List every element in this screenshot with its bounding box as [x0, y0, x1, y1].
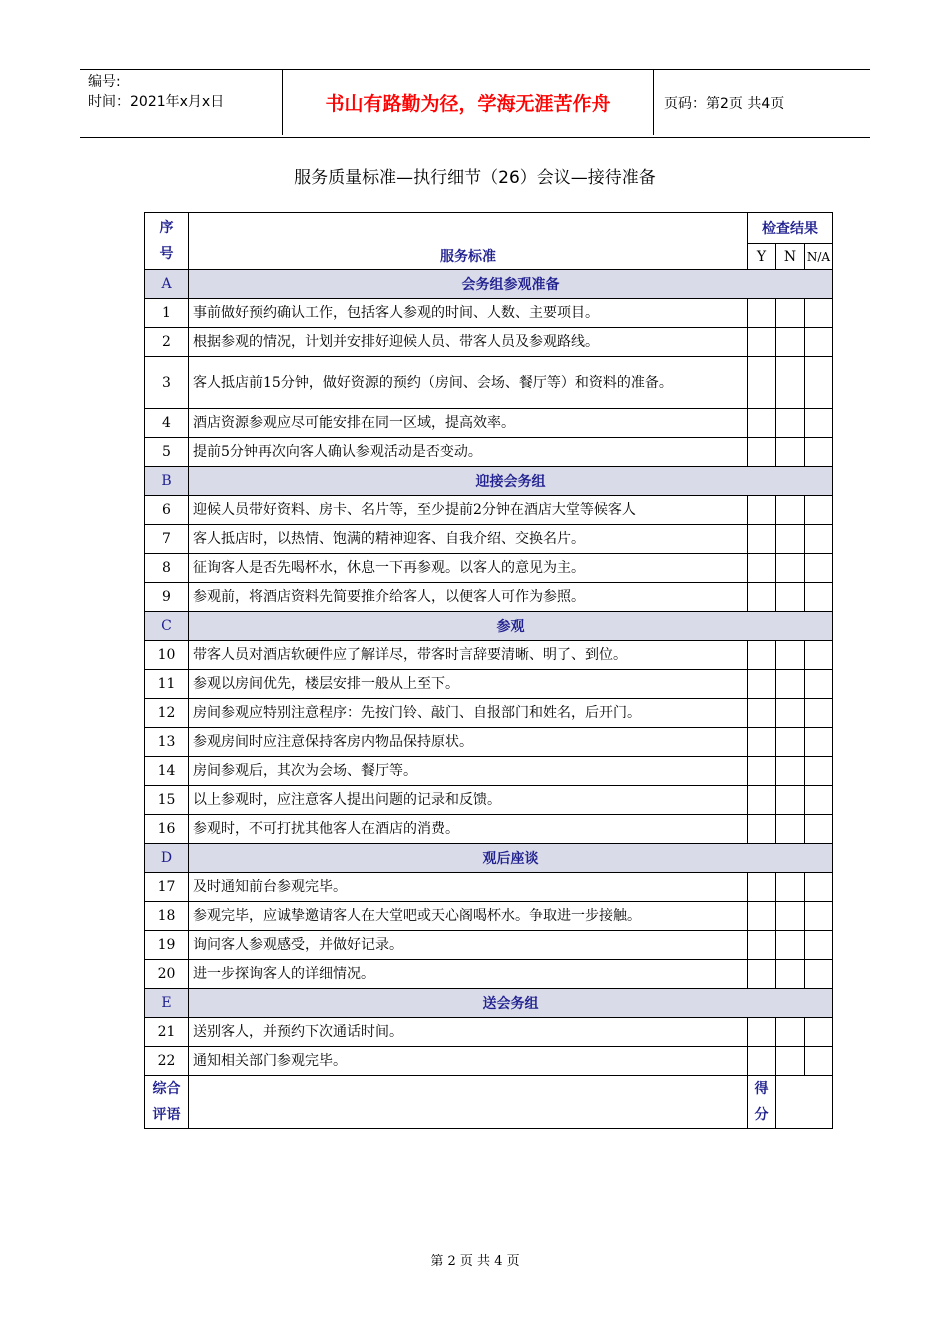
check-cell-y[interactable]	[748, 757, 776, 786]
check-cell-na[interactable]	[805, 960, 833, 989]
row-number: 21	[145, 1018, 189, 1047]
check-cell-na[interactable]	[805, 815, 833, 844]
col-header-no: 序号	[145, 213, 189, 270]
row-number: 9	[145, 583, 189, 612]
table-row	[145, 931, 833, 960]
row-number: 7	[145, 525, 189, 554]
check-cell-n[interactable]	[776, 815, 805, 844]
row-number: 13	[145, 728, 189, 757]
row-number: 15	[145, 786, 189, 815]
table-row	[145, 699, 833, 728]
table-row	[145, 328, 833, 357]
check-cell-na[interactable]	[805, 670, 833, 699]
check-cell-na[interactable]	[805, 728, 833, 757]
row-number: 4	[145, 409, 189, 438]
service-standard-table	[144, 212, 833, 1129]
footer-score-label: 得分	[748, 1076, 776, 1129]
check-cell-y[interactable]	[748, 438, 776, 467]
row-standard-text: 询问客人参观感受，并做好记录。	[189, 931, 748, 960]
row-number: 14	[145, 757, 189, 786]
check-cell-na[interactable]	[805, 357, 833, 409]
section-title: 迎接会务组	[189, 467, 833, 496]
section-row	[145, 612, 833, 641]
check-cell-y[interactable]	[748, 496, 776, 525]
footer-score-cell[interactable]	[776, 1076, 833, 1129]
col-header-y: Y	[748, 244, 776, 270]
check-cell-n[interactable]	[776, 1047, 805, 1076]
check-cell-na[interactable]	[805, 496, 833, 525]
check-cell-n[interactable]	[776, 299, 805, 328]
row-standard-text: 征询客人是否先喝杯水，休息一下再参观。以客人的意见为主。	[189, 554, 748, 583]
document-title: 服务质量标准—执行细节（26）会议—接待准备	[294, 168, 656, 188]
footer-row	[145, 1076, 833, 1129]
table-row	[145, 438, 833, 467]
row-standard-text: 参观前，将酒店资料先简要推介给客人，以便客人可作为参照。	[189, 583, 748, 612]
page-header	[80, 69, 870, 138]
table-row	[145, 1047, 833, 1076]
check-cell-na[interactable]	[805, 409, 833, 438]
check-cell-n[interactable]	[776, 960, 805, 989]
check-cell-n[interactable]	[776, 931, 805, 960]
check-cell-n[interactable]	[776, 757, 805, 786]
table-row	[145, 873, 833, 902]
row-number: 8	[145, 554, 189, 583]
check-cell-na[interactable]	[805, 873, 833, 902]
check-cell-na[interactable]	[805, 299, 833, 328]
check-cell-na[interactable]	[805, 786, 833, 815]
check-cell-na[interactable]	[805, 757, 833, 786]
check-cell-na[interactable]	[805, 438, 833, 467]
table-row	[145, 670, 833, 699]
row-standard-text: 参观以房间优先，楼层安排一般从上至下。	[189, 670, 748, 699]
check-cell-n[interactable]	[776, 583, 805, 612]
section-title: 观后座谈	[189, 844, 833, 873]
check-cell-n[interactable]	[776, 786, 805, 815]
row-number: 3	[145, 357, 189, 409]
check-cell-y[interactable]	[748, 357, 776, 409]
check-cell-na[interactable]	[805, 931, 833, 960]
footer-comment-label: 综合评语	[145, 1076, 189, 1129]
table-row	[145, 757, 833, 786]
check-cell-n[interactable]	[776, 328, 805, 357]
table-row	[145, 641, 833, 670]
footer-comment-cell[interactable]	[189, 1076, 748, 1129]
section-code: B	[145, 467, 189, 496]
table-row	[145, 525, 833, 554]
check-cell-n[interactable]	[776, 357, 805, 409]
check-cell-y[interactable]	[748, 409, 776, 438]
section-code: A	[145, 270, 189, 299]
check-cell-y[interactable]	[748, 328, 776, 357]
check-cell-n[interactable]	[776, 409, 805, 438]
row-standard-text: 进一步探询客人的详细情况。	[189, 960, 748, 989]
table-row	[145, 554, 833, 583]
check-cell-y[interactable]	[748, 815, 776, 844]
check-cell-na[interactable]	[805, 525, 833, 554]
number-label: 编号:	[88, 74, 121, 90]
section-row	[145, 467, 833, 496]
check-cell-n[interactable]	[776, 670, 805, 699]
section-title: 参观	[189, 612, 833, 641]
row-standard-text: 参观完毕，应诚挚邀请客人在大堂吧或天心阁喝杯水。争取进一步接触。	[189, 902, 748, 931]
check-cell-y[interactable]	[748, 873, 776, 902]
check-cell-y[interactable]	[748, 583, 776, 612]
check-cell-y[interactable]	[748, 931, 776, 960]
check-cell-y[interactable]	[748, 786, 776, 815]
col-header-na: N/A	[805, 244, 833, 270]
check-cell-n[interactable]	[776, 873, 805, 902]
check-cell-y[interactable]	[748, 525, 776, 554]
row-standard-text: 及时通知前台参观完毕。	[189, 873, 748, 902]
row-standard-text: 参观房间时应注意保持客房内物品保持原状。	[189, 728, 748, 757]
check-cell-y[interactable]	[748, 728, 776, 757]
table-row	[145, 299, 833, 328]
check-cell-na[interactable]	[805, 641, 833, 670]
header-meta	[88, 72, 280, 112]
section-code: E	[145, 989, 189, 1018]
check-cell-y[interactable]	[748, 699, 776, 728]
table-row	[145, 728, 833, 757]
check-cell-n[interactable]	[776, 699, 805, 728]
section-code: D	[145, 844, 189, 873]
check-cell-n[interactable]	[776, 1018, 805, 1047]
row-standard-text: 提前5分钟再次向客人确认参观活动是否变动。	[189, 438, 748, 467]
col-header-check: 检查结果	[748, 213, 833, 244]
section-title: 会务组参观准备	[189, 270, 833, 299]
row-standard-text: 房间参观后，其次为会场、餐厅等。	[189, 757, 748, 786]
check-cell-y[interactable]	[748, 902, 776, 931]
page-info: 页码：第2页 共4页	[664, 95, 785, 112]
check-cell-n[interactable]	[776, 496, 805, 525]
row-standard-text: 房间参观应特别注意程序：先按门铃、敲门、自报部门和姓名，后开门。	[189, 699, 748, 728]
table-row	[145, 496, 833, 525]
section-row	[145, 989, 833, 1018]
row-standard-text: 以上参观时，应注意客人提出问题的记录和反馈。	[189, 786, 748, 815]
row-number: 16	[145, 815, 189, 844]
time-label: 时间：2021年x月x日	[88, 94, 225, 110]
table-row	[145, 583, 833, 612]
check-cell-na[interactable]	[805, 902, 833, 931]
check-cell-na[interactable]	[805, 1047, 833, 1076]
row-number: 18	[145, 902, 189, 931]
row-standard-text: 送别客人，并预约下次通话时间。	[189, 1018, 748, 1047]
row-number: 10	[145, 641, 189, 670]
section-title: 送会务组	[189, 989, 833, 1018]
check-cell-y[interactable]	[748, 670, 776, 699]
check-cell-y[interactable]	[748, 1018, 776, 1047]
col-header-n: N	[776, 244, 805, 270]
table-row	[145, 960, 833, 989]
check-cell-na[interactable]	[805, 699, 833, 728]
row-number: 11	[145, 670, 189, 699]
table-row	[145, 815, 833, 844]
check-cell-na[interactable]	[805, 1018, 833, 1047]
row-number: 5	[145, 438, 189, 467]
row-number: 1	[145, 299, 189, 328]
check-cell-n[interactable]	[776, 525, 805, 554]
row-standard-text: 酒店资源参观应尽可能安排在同一区域，提高效率。	[189, 409, 748, 438]
motto-text: 书山有路勤为径，学海无涯苦作舟	[282, 70, 654, 135]
check-cell-y[interactable]	[748, 554, 776, 583]
table-row	[145, 357, 833, 409]
row-standard-text: 迎候人员带好资料、房卡、名片等，至少提前2分钟在酒店大堂等候客人	[189, 496, 748, 525]
row-number: 2	[145, 328, 189, 357]
table-row	[145, 409, 833, 438]
check-cell-na[interactable]	[805, 583, 833, 612]
check-cell-y[interactable]	[748, 1047, 776, 1076]
row-number: 20	[145, 960, 189, 989]
row-standard-text: 客人抵店时，以热情、饱满的精神迎客、自我介绍、交换名片。	[189, 525, 748, 554]
row-standard-text: 事前做好预约确认工作，包括客人参观的时间、人数、主要项目。	[189, 299, 748, 328]
check-cell-n[interactable]	[776, 728, 805, 757]
check-cell-n[interactable]	[776, 902, 805, 931]
table-row	[145, 1018, 833, 1047]
table-row	[145, 786, 833, 815]
table-row	[145, 902, 833, 931]
row-standard-text: 参观时，不可打扰其他客人在酒店的消费。	[189, 815, 748, 844]
check-cell-n[interactable]	[776, 438, 805, 467]
row-number: 12	[145, 699, 189, 728]
check-cell-n[interactable]	[776, 554, 805, 583]
section-code: C	[145, 612, 189, 641]
col-header-standard: 服务标准	[189, 213, 748, 270]
row-standard-text: 通知相关部门参观完毕。	[189, 1047, 748, 1076]
check-cell-y[interactable]	[748, 960, 776, 989]
row-number: 17	[145, 873, 189, 902]
check-cell-na[interactable]	[805, 328, 833, 357]
check-cell-y[interactable]	[748, 641, 776, 670]
section-row	[145, 270, 833, 299]
row-standard-text: 带客人员对酒店软硬件应了解详尽，带客时言辞要清晰、明了、到位。	[189, 641, 748, 670]
section-row	[145, 844, 833, 873]
row-number: 6	[145, 496, 189, 525]
row-number: 19	[145, 931, 189, 960]
row-standard-text: 根据参观的情况，计划并安排好迎候人员、带客人员及参观路线。	[189, 328, 748, 357]
page-footer: 第 2 页 共 4 页	[430, 1254, 520, 1269]
check-cell-n[interactable]	[776, 641, 805, 670]
row-number: 22	[145, 1047, 189, 1076]
row-standard-text: 客人抵店前15分钟，做好资源的预约（房间、会场、餐厅等）和资料的准备。	[189, 357, 748, 409]
check-cell-na[interactable]	[805, 554, 833, 583]
check-cell-y[interactable]	[748, 299, 776, 328]
